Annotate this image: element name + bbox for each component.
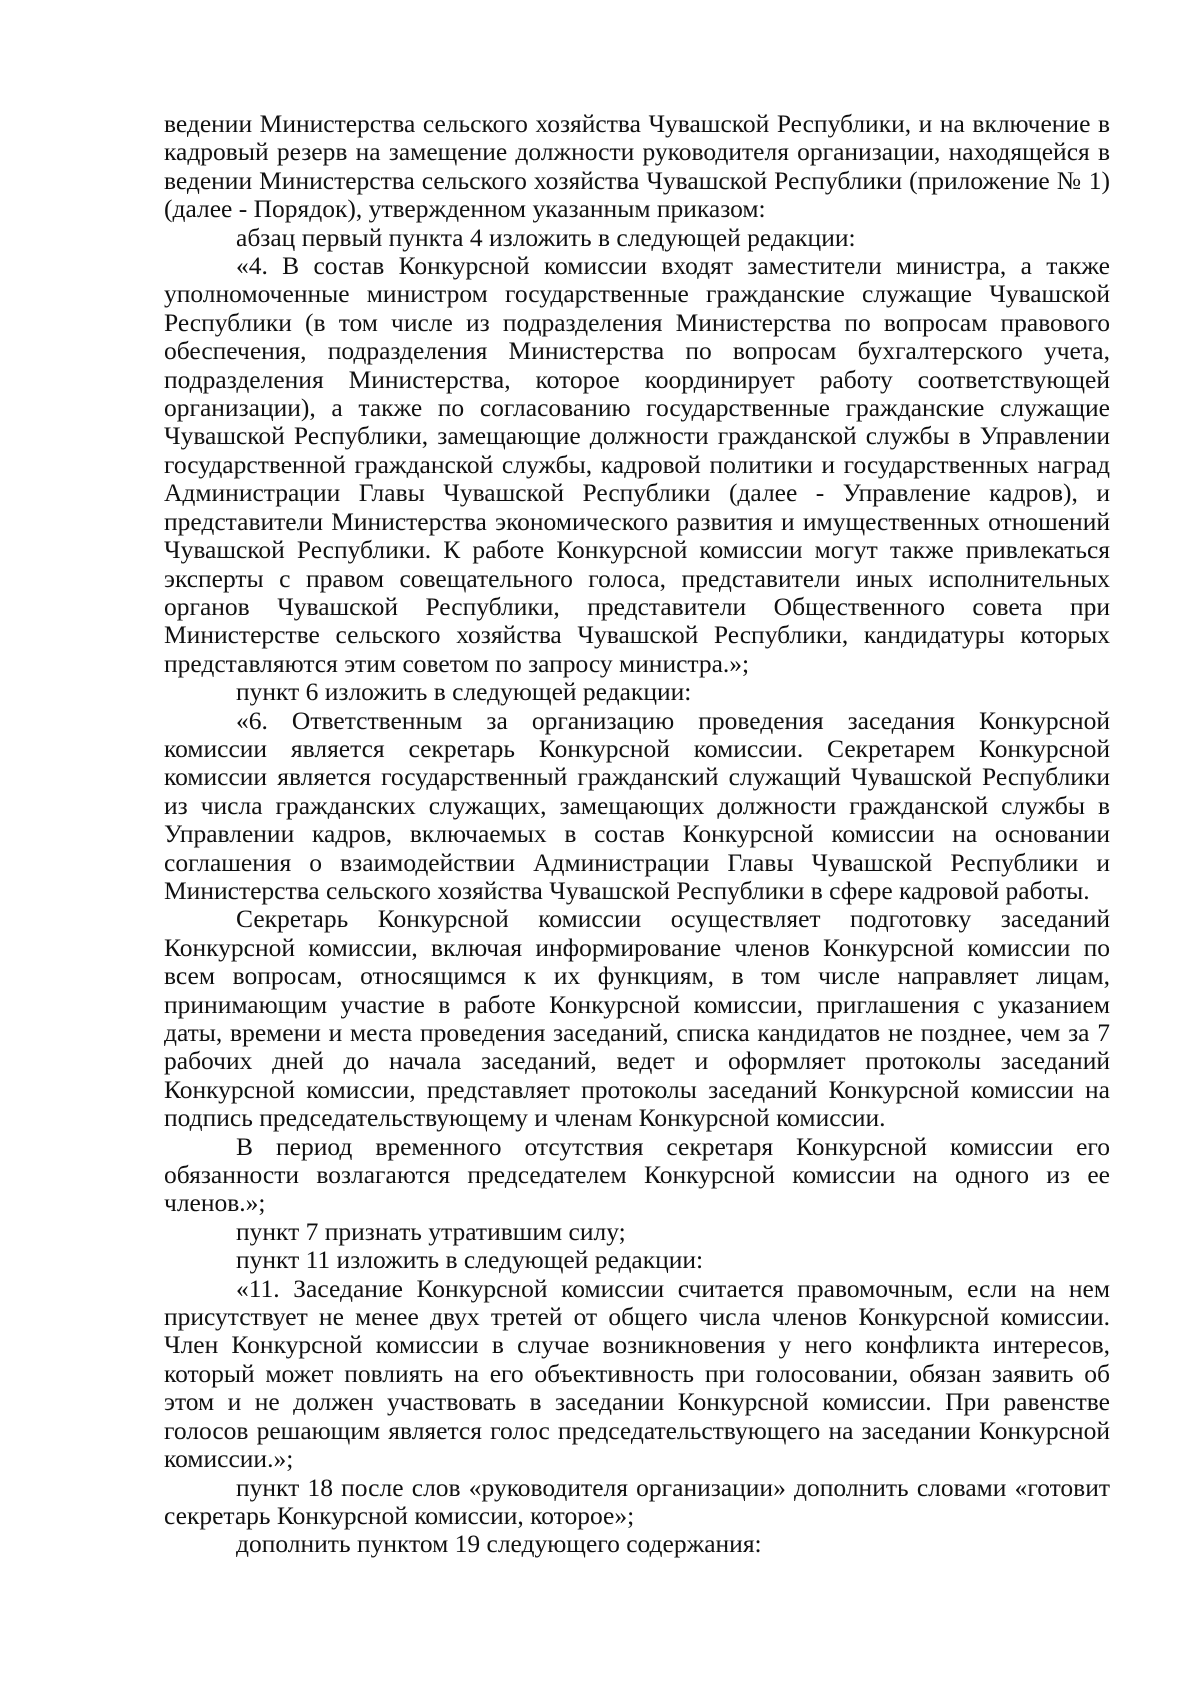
paragraph-secretary-duties: Секретарь Конкурсной комиссии осуществляет подготовку заседаний Конкурсной комиссии, включая информирование членов Конкурсной комиссии по всем вопросам, относящимся к их функциям, в том числе направляет лицам, принимающим участие в работе Конкурсной комиссии, приглашения с указанием даты, времени и места проведения заседаний, списка кандидатов не позднее, чем за 7 рабочих дней до начала заседаний, ведет и оформляет протоколы заседаний Конкурсной комиссии, представляет протоколы заседаний Конкурсной комиссии на подпись председательствующему и членам Конкурсной комиссии. (164, 904, 1110, 1133)
paragraph-point-6-text: «6. Ответственным за организацию проведения заседания Конкурсной комиссии является секретарь Конкурсной комиссии. Секретарем Конкурсной комиссии является государственный гражданский служащий Чувашской Республики из числа гражданских служащих, замещающих должности гражданской службы в Управлении кадров, включаемых в состав Конкурсной комиссии на основании соглашения о взаимодействии Администрации Главы Чувашской Республики и Министерства сельского хозяйства Чувашской Республики в сфере кадровой работы. (164, 705, 1110, 905)
paragraph-point-18-amendment: пункт 18 после слов «руководителя организации» дополнить словами «готовит секретарь Конкурсной комиссии, которое»; (164, 1472, 1110, 1530)
document-page (164, 110, 1110, 1559)
paragraph-point-19-addition: дополнить пунктом 19 следующего содержания: (236, 1529, 762, 1559)
paragraph-point-7-repeal: пункт 7 признать утратившим силу; (236, 1216, 626, 1246)
paragraph-point-4-text: «4. В состав Конкурсной комиссии входят заместители министра, а также уполномоченные министром государственные гражданские служащие Чувашской Республики (в том числе из подразделения Министерства по вопросам правового обеспечения, подразделения Министерства по вопросам бухгалтерского учета, подразделения Министерства, которое координирует работу соответствующей организации), а также по согласованию государственные гражданские служащие Чувашской Республики, замещающие должности гражданской службы в Управлении государственной гражданской службы, кадровой политики и государственных наград Администрации Главы Чувашской Республики (далее - Управление кадров), и представители Министерства экономического развития и имущественных отношений Чувашской Республики. К работе Конкурсной комиссии могут также привлекаться эксперты с правом совещательного голоса, представители иных исполнительных органов Чувашской Республики, представители Общественного совета при Министерстве сельского хозяйства Чувашской Республики, кандидатуры которых представляются этим советом по запросу министра.»; (164, 251, 1110, 678)
paragraph-point-4-instruction: абзац первый пункта 4 изложить в следующей редакции: (236, 222, 856, 252)
paragraph-point-11-instruction: пункт 11 изложить в следующей редакции: (236, 1245, 704, 1275)
paragraph-secretary-absence: В период временного отсутствия секретаря Конкурсной комиссии его обязанности возлагаются председателем Конкурсной комиссии на одного из ее членов.»; (164, 1131, 1110, 1218)
paragraph-point-6-instruction: пункт 6 изложить в следующей редакции: (236, 677, 692, 707)
paragraph-intro-continuation: ведении Министерства сельского хозяйства Чувашской Республики, и на включение в кадровый резерв на замещение должности руководителя организации, находящейся в ведении Министерства сельского хозяйства Чувашской Республики (приложение № 1) (далее - Порядок), утвержденном указанным приказом: (164, 109, 1110, 224)
paragraph-point-11-text: «11. Заседание Конкурсной комиссии считается правомочным, если на нем присутствует не менее двух третей от общего числа членов Конкурсной комиссии. Член Конкурсной комиссии в случае возникновения у него конфликта интересов, который может повлиять на его объективность при голосовании, обязан заявить об этом и не должен участвовать в заседании Конкурсной комиссии. При равенстве голосов решающим является голос председательствующего на заседании Конкурсной комиссии.»; (164, 1273, 1110, 1474)
